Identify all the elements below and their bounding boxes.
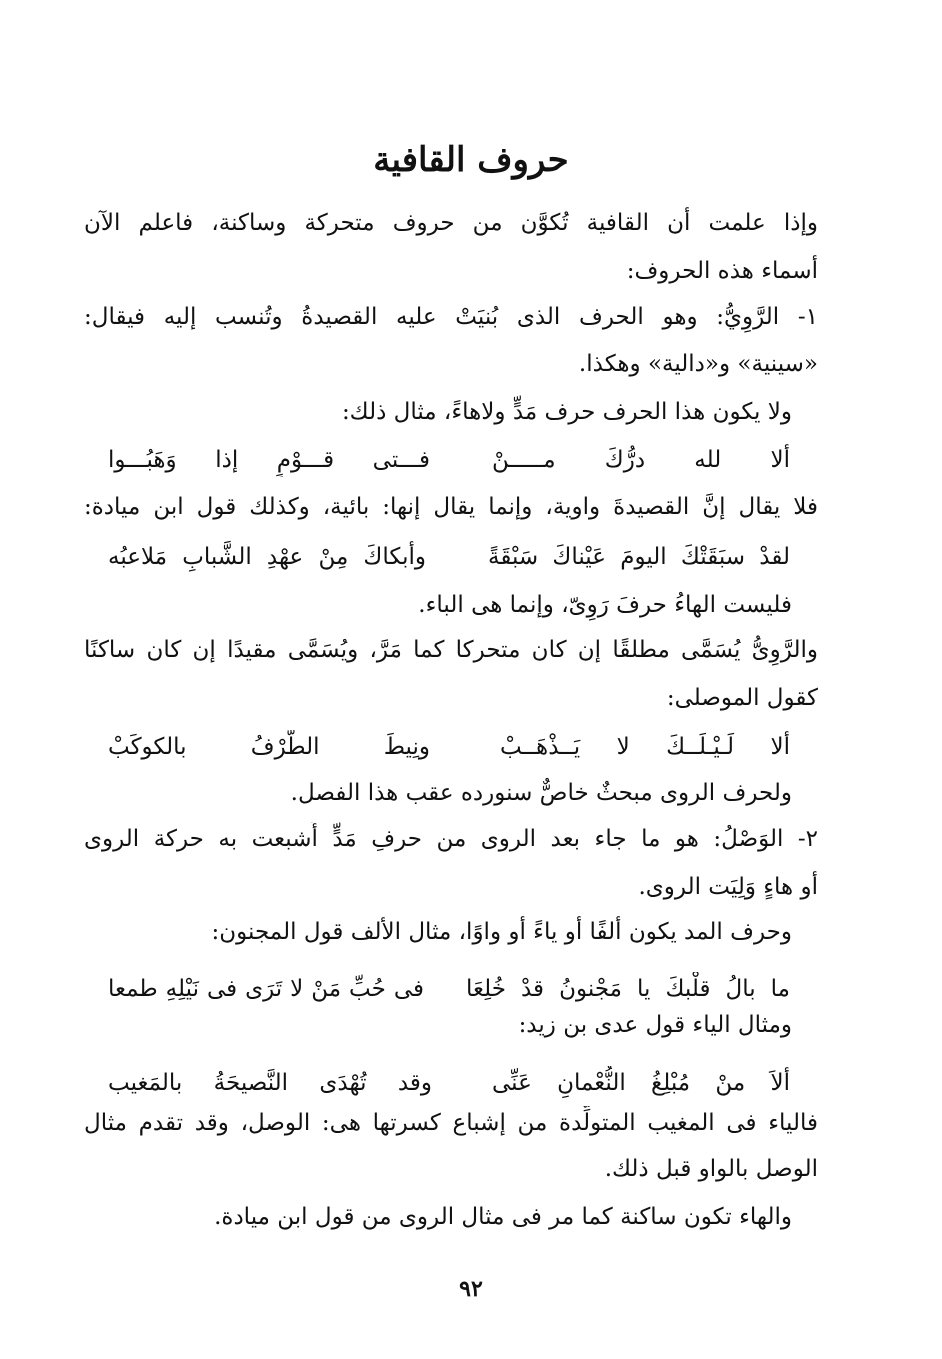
text-line: وإذا علمت أن القافية تُكوَّن من حروف متحركة وساكنة، فاعلم الآن [84,210,818,236]
verse-first-hemistich: ما بالُ قلْبكَ يا مَجْنونُ قدْ خُلِعَا [466,976,790,1002]
text-line: والهاء تكون ساكنة كما مر فى مثال الروى من قول ابن ميادة. [214,1204,792,1230]
text-line: أسماء هذه الحروف: [626,258,818,284]
text-line: ولا يكون هذا الحرف حرف مَدٍّ ولاهاءً، مثال ذلك: [341,399,792,425]
text-line: فليست الهاءُ حرفَ رَوِىّ، وإنما هى الباء. [418,592,792,618]
text-line: كقول الموصلى: [666,685,818,711]
text-line: وحرف المد يكون ألفًا أو ياءً أو واوًا، مثال الألف قول المجنون: [211,919,792,945]
verse-second-hemistich: ونِيطَ الطَّرْفُ بالكوكَبْ [108,734,430,760]
text-line: الوصل بالواو قبل ذلك. [604,1156,818,1182]
page-number: ٩٢ [459,1276,483,1302]
verse-second-hemistich: فـــتى قـــوْمٍ إذا وَهَبُـــوا [108,447,430,473]
text-line: ومثال الياء قول عدى بن زيد: [518,1012,792,1038]
text-line: ولحرف الروى مبحثٌ خاصٌّ سنورده عقب هذا الفصل. [290,780,792,806]
text-line: «سينية» و«دالية» وهكذا. [578,351,818,377]
verse-second-hemistich: وقد تُهْدَى النَّصيحَةُ بالمَغيب [108,1070,432,1096]
verse-first-hemistich: لقدْ سبَقَتْكَ اليومَ عَيْناكَ سَبْقَةً [488,544,790,570]
text-line: فالياء فى المغيب المتولِّدة من إشباع كسرتها هى: الوصل، وقد تقدم مثال [84,1110,818,1136]
verse-first-hemistich: ألاَ منْ مُبْلِغُ النُّعْمانِ عَنِّى [492,1070,790,1096]
text-line: ٢- الوَصْلُ: هو ما جاء بعد الروى من حرفِ مَدٍّ أُشبعت به حركة الروى [84,826,818,852]
verse-second-hemistich: فى حُبِّ مَنْ لا تَرَى فى نَيْلِهِ طمعا [108,976,424,1002]
text-line: أو هاءٍ وَلِيَت الروى. [638,874,818,900]
verse-second-hemistich: وأبكاكَ مِنْ عهْدِ الشَّبابِ مَلاعبُه [108,544,426,570]
page-title: حروف القافية [373,140,569,180]
verse-first-hemistich: ألا لله درُّكَ مـــــنْ [492,447,790,473]
text-line: فلا يقال إنَّ القصيدةَ واوية، وإنما يقال إنها: بائية، وكذلك قول ابن ميادة: [84,494,818,520]
text-line: ١- الرَّوِيُّ: وهو الحرف الذى بُنيَتْ عليه القصيدةُ وتُنسب إليه فيقال: [84,304,818,330]
text-line: والرَّوِىُّ يُسَمَّى مطلقًا إن كان متحركا كما مَرَّ، ويُسَمَّى مقيدًا إن كان ساكنًا [84,637,818,663]
verse-first-hemistich: ألا لَـيْـلَــكَ لا يَــذْهَــبْ [500,734,790,760]
